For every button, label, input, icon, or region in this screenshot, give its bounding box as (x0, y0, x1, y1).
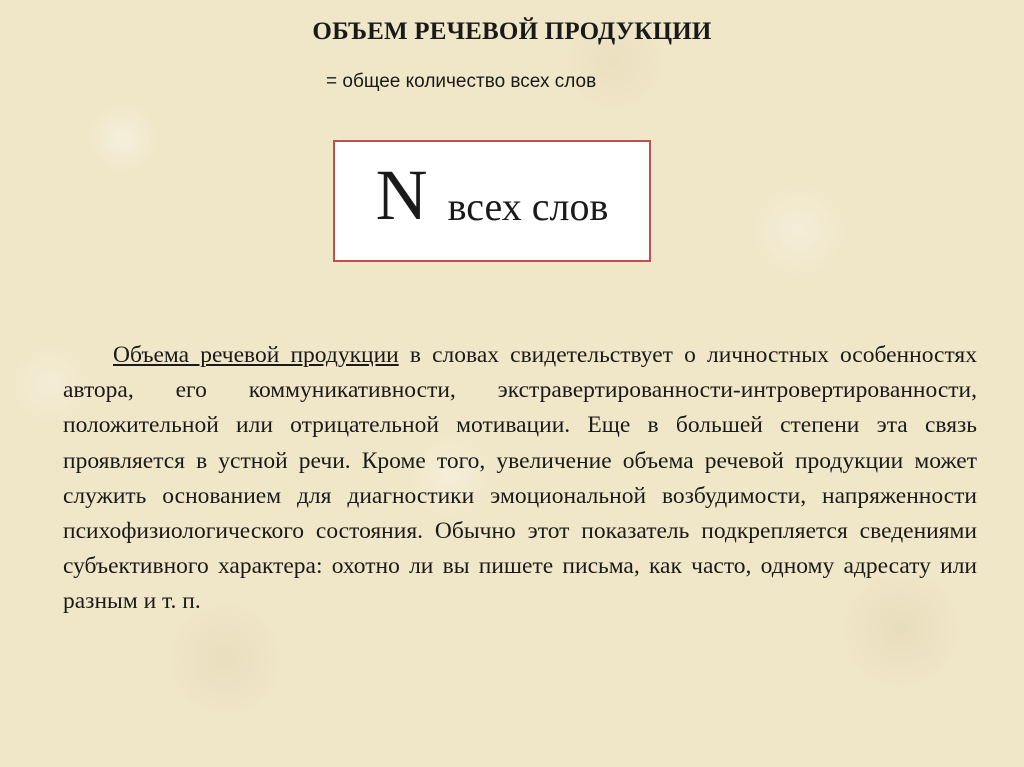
body-underlined-lead: Объема речевой продукции (113, 342, 399, 368)
slide-title: ОБЪЕМ РЕЧЕВОЙ ПРОДУКЦИИ (312, 18, 712, 45)
formula-text: всех слов (447, 184, 609, 229)
formula-symbol: N (375, 155, 428, 235)
formula-box (333, 140, 651, 262)
slide-subtitle: = общее количество всех слов (326, 71, 597, 92)
body-paragraph (63, 338, 977, 620)
body-text: в словах свидетельствует о личностных особенностях автора, его коммуникативности, экстравертированности-интровертированности, положительной или отрицательной мотивации. Еще в большей степени эта связь проявляется в устной речи. Кроме того, увеличение объема речевой продукции может служить основанием для диагностики эмоциональной возбудимости, напряженности психофизиологического состояния. Обычно этот показатель подкрепляется сведениями субъективного характера: охотно ли вы пишете письма, как часто, одному адресату или разным и т. п. (63, 342, 977, 615)
